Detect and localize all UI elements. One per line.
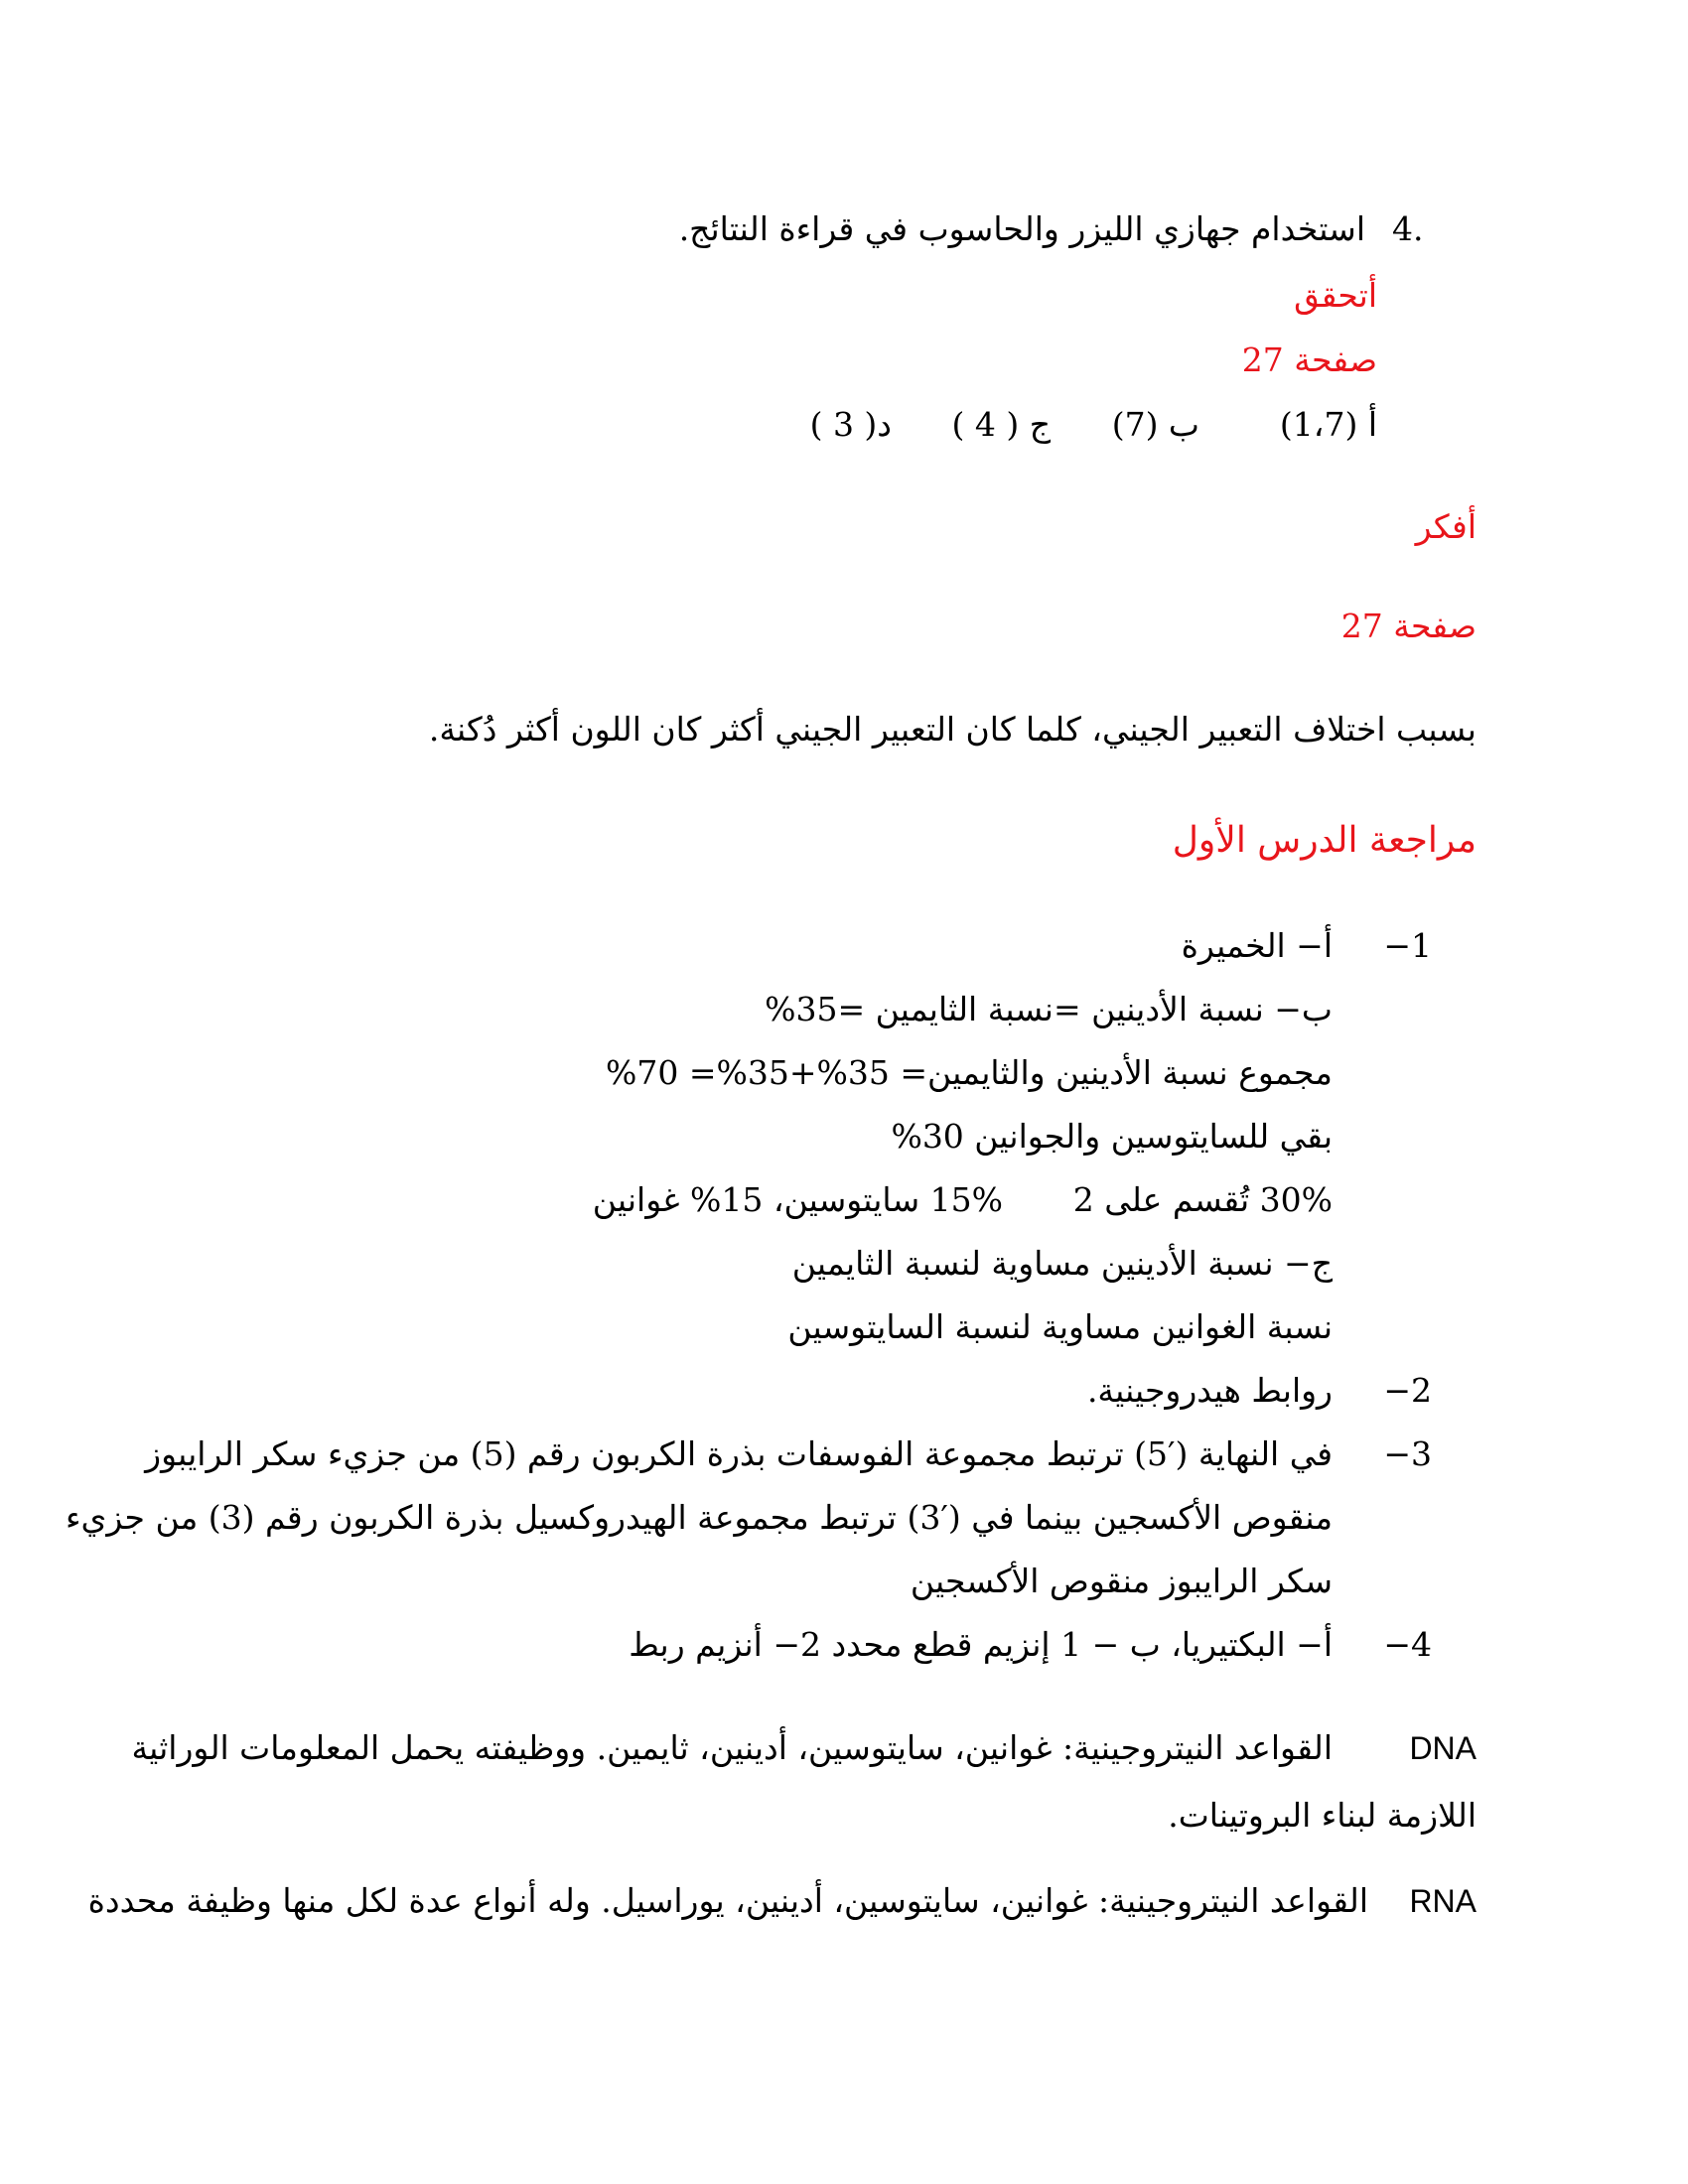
dna-line1: القواعد النيتروجينية: غوانين، سايتوسين، أدينين، ثايمين. ووظيفته يحمل المعلومات الوراثية bbox=[131, 1728, 1333, 1767]
think-answer: بسبب اختلاف التعبير الجيني، كلما كان التعبير الجيني أكثر كان اللون أكثر دُكنة. bbox=[428, 710, 1477, 749]
rna-line1: القواعد النيتروجينية: غوانين، سايتوسين، أدينين، يوراسيل. وله أنواع عدة لكل منها وظيفة محددة bbox=[87, 1881, 1368, 1920]
review-heading: مراجعة الدرس الأول bbox=[1172, 820, 1477, 861]
q1-rest: بقي للسايتوسين والجوانين 30% bbox=[891, 1117, 1333, 1156]
q1-b: ب− نسبة الأدينين =نسبة الثايمين =35% bbox=[765, 990, 1333, 1028]
dna-line2: اللازمة لبناء البروتينات. bbox=[1168, 1796, 1477, 1835]
item-4-number: 4. bbox=[1392, 209, 1424, 248]
check-heading: أتحقق bbox=[1294, 276, 1377, 315]
q2-number: 2− bbox=[1383, 1371, 1432, 1410]
q2-text: روابط هيدروجينية. bbox=[1086, 1371, 1333, 1410]
check-page: صفحة 27 bbox=[1241, 341, 1377, 379]
q3-line3: سكر الرايبوز منقوص الأكسجين bbox=[910, 1562, 1333, 1600]
q3-number: 3− bbox=[1383, 1434, 1432, 1473]
item-4-text: استخدام جهازي الليزر والحاسوب في قراءة النتائج. bbox=[678, 209, 1365, 248]
q1-divide-right: 15% سايتوسين، 15% غوانين bbox=[592, 1180, 1003, 1219]
q3-line2: منقوص الأكسجين بينما في (′3) ترتبط مجموعة الهيدروكسيل بذرة الكربون رقم (3) من جزيء bbox=[66, 1498, 1333, 1537]
q4-number: 4− bbox=[1383, 1625, 1432, 1664]
answer-b: ب (7) bbox=[1111, 405, 1199, 444]
rna-label: RNA bbox=[1409, 1883, 1477, 1919]
dna-label: DNA bbox=[1409, 1730, 1477, 1766]
q1-divide-left: 30% تُقسم على 2 bbox=[1072, 1180, 1333, 1219]
answer-a: أ (1،7) bbox=[1279, 405, 1377, 444]
think-heading: أفكر bbox=[1415, 507, 1477, 546]
answer-c: ج ( 4 ) bbox=[951, 405, 1051, 444]
q1-number: 1− bbox=[1383, 926, 1432, 965]
q1-c1: ج− نسبة الأدينين مساوية لنسبة الثايمين bbox=[791, 1244, 1333, 1283]
think-page: صفحة 27 bbox=[1340, 607, 1477, 645]
q1-c2: نسبة الغوانين مساوية لنسبة السايتوسين bbox=[787, 1307, 1333, 1346]
q1-sum: مجموع نسبة الأدينين والثايمين= 35%+35%= 70% bbox=[606, 1053, 1333, 1092]
q1-a: أ− الخميرة bbox=[1181, 926, 1333, 965]
q4-text: أ− البكتيريا، ب − 1 إنزيم قطع محدد 2− أنزيم ربط bbox=[629, 1625, 1333, 1664]
q3-line1: في النهاية (′5) ترتبط مجموعة الفوسفات بذرة الكربون رقم (5) من جزيء سكر الرايبوز bbox=[145, 1434, 1333, 1473]
answer-d: د( 3 ) bbox=[809, 405, 892, 444]
